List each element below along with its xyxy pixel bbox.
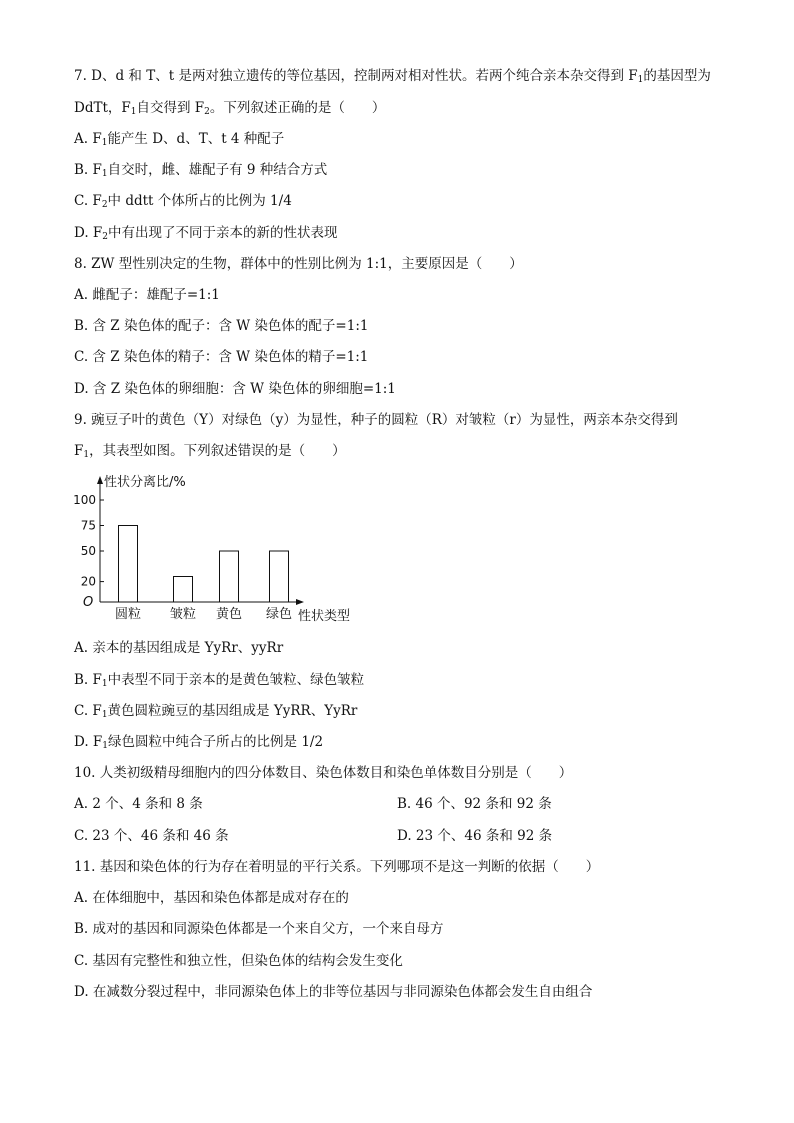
- category-label: 皱粒: [169, 607, 197, 622]
- q7-option-a: A. $F_1$能产生 D、d、T、t 4 种配子: [74, 131, 285, 148]
- q10-option-a: A. 2 个、4 条和 8 条: [74, 796, 203, 812]
- bar-1: [119, 526, 138, 603]
- q9-option-a: A. 亲本的基因组成是 YyRr、yyRr: [74, 640, 284, 656]
- q11-option-a: A. 在体细胞中，基因和染色体都是成对存在的: [74, 890, 349, 906]
- q8-option-d: D. 含 Z 染色体的卵细胞：含 W 染色体的卵细胞=1:1: [74, 381, 396, 397]
- q9-stem-line1: 9. 豌豆子叶的黄色（Y）对绿色（y）为显性，种子的圆粒（R）对皱粒（r）为显性，两亲本杂交得到: [74, 412, 678, 428]
- chart-x-axis-label: 性状类型: [298, 609, 351, 624]
- q8-stem: 8. ZW 型性别决定的生物，群体中的性别比例为 1:1，主要原因是（ ）: [74, 256, 523, 272]
- y-tick-label: 100: [73, 493, 96, 507]
- category-label: 圆粒: [114, 607, 142, 622]
- q10-option-b: B. 46 个、92 条和 92 条: [397, 796, 552, 812]
- q10-option-c: C. 23 个、46 条和 46 条: [74, 828, 229, 844]
- q9-stem-line2: $F_1$，其表型如图。下列叙述错误的是（ ）: [74, 443, 346, 460]
- chart-origin-label: O: [83, 595, 94, 610]
- q11-stem: 11. 基因和染色体的行为存在着明显的平行关系。下列哪项不是这一判断的依据（ ）: [74, 859, 600, 875]
- q10-option-d: D. 23 个、46 条和 92 条: [397, 828, 553, 844]
- q11-option-c: C. 基因有完整性和独立性，但染色体的结构会发生变化: [74, 953, 403, 969]
- q7-stem-line1: 7. D、d 和 T、t 是两对独立遗传的等位基因，控制两对相对性状。若两个纯合亲本杂交得到 $F_1$的基因型为: [74, 68, 711, 85]
- q8-option-a: A. 雌配子：雄配子=1:1: [74, 287, 220, 303]
- chart-category-labels: [115, 606, 292, 622]
- bar-3: [220, 551, 239, 602]
- x-axis-arrow: [296, 599, 304, 605]
- q7-option-c: C. $F_2$中 ddtt 个体所占的比例为 1/4: [74, 193, 292, 210]
- q11-option-b: B. 成对的基因和同源染色体都是一个来自父方，一个来自母方: [74, 921, 444, 937]
- q7-option-b: B. $F_1$自交时，雌、雄配子有 9 种结合方式: [74, 162, 328, 179]
- y-axis-arrow: [97, 476, 103, 484]
- q9-option-d: D. $F_1$绿色圆粒中纯合子所占的比例是 1/2: [74, 734, 324, 751]
- q9-option-b: B. $F_1$中表型不同于亲本的是黄色皱粒、绿色皱粒: [74, 672, 365, 689]
- q9-bar-chart: [60, 468, 380, 628]
- category-label: 绿色: [265, 607, 293, 622]
- chart-y-ticks: [73, 493, 104, 589]
- q7-stem-line2: DdTt，$F_1$自交得到 $F_2$。下列叙述正确的是（ ）: [74, 100, 386, 117]
- chart-bars: [119, 526, 289, 603]
- q7-option-d: D. $F_2$中有出现了不同于亲本的新的性状表现: [74, 225, 338, 242]
- bar-2: [174, 577, 193, 603]
- y-tick-label: 50: [80, 544, 96, 558]
- y-tick-label: 75: [80, 518, 96, 533]
- category-label: 黄色: [215, 607, 243, 622]
- bar-4: [270, 551, 289, 602]
- q8-option-c: C. 含 Z 染色体的精子：含 W 染色体的精子=1:1: [74, 349, 369, 365]
- q8-option-b: B. 含 Z 染色体的配子：含 W 染色体的配子=1:1: [74, 318, 369, 334]
- q11-option-d: D. 在减数分裂过程中，非同源染色体上的非等位基因与非同源染色体都会发生自由组合: [74, 984, 593, 1000]
- q10-stem: 10. 人类初级精母细胞内的四分体数目、染色体数目和染色单体数目分别是（ ）: [74, 765, 573, 781]
- chart-y-axis-label: 性状分离比/%: [104, 475, 186, 490]
- q9-option-c: C. $F_1$黄色圆粒豌豆的基因组成是 YyRR、YyRr: [74, 703, 358, 720]
- y-tick-label: 20: [80, 574, 96, 589]
